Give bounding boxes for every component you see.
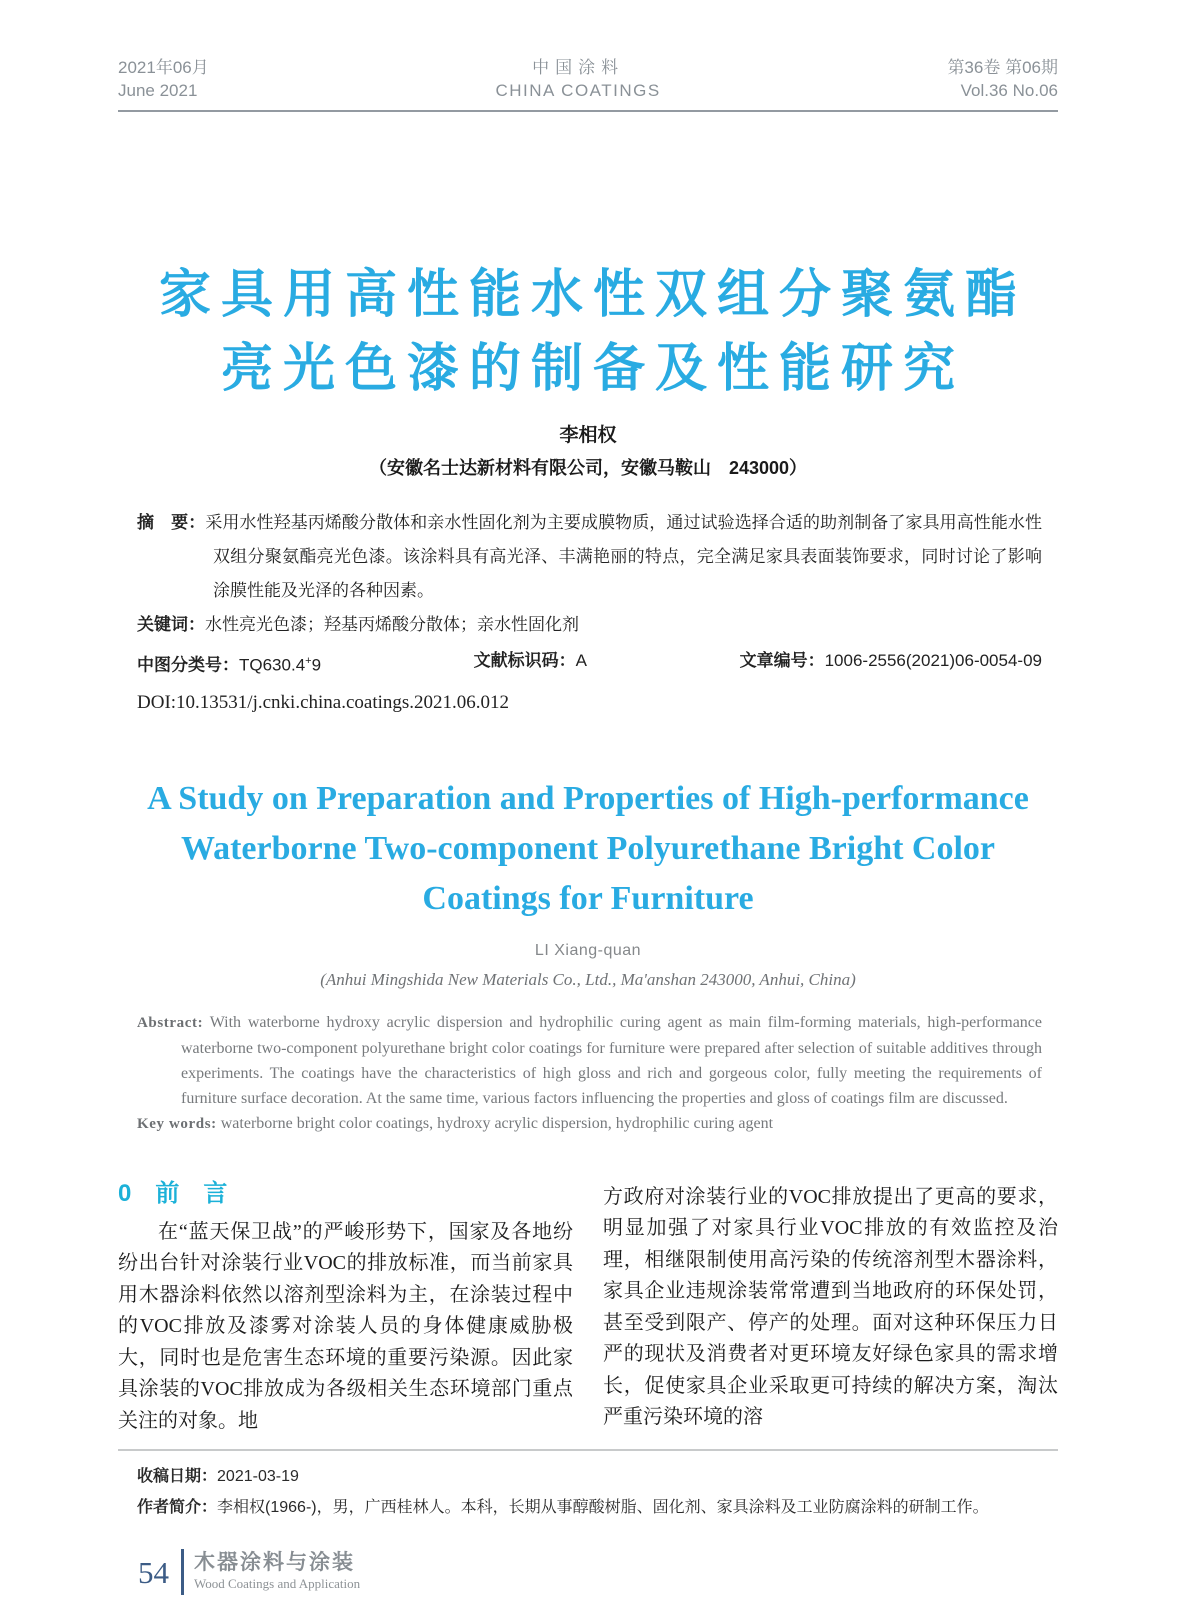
author-en: LI Xiang-quan <box>534 941 642 959</box>
author-cn: 李相权 <box>559 425 617 446</box>
document-code <box>474 644 587 683</box>
intro-paragraph-left: 在“蓝天保卫战”的严峻形势下，国家及各地纷纷出台针对涂装行业VOC的排放标准，而当前家具用木器涂料依然以溶剂型涂料为主，在涂装过程中的VOC排放及漆雾对涂装人员的身体健康威胁极大，同时也是危害生态环境的重要污染源。因此家具涂装的VOC排放成为各级相关生态环境部门重点关注的对象。地 <box>118 1220 573 1432</box>
abstract-text-en: With waterborne hydroxy acrylic dispersion and hydrophilic curing agent as main film-forming materials, high-performance waterborne two-component polyurethane bright color coatings for furniture were prepared after selection of suitable additives through experiments. The coatings have the characteristics of high gloss and rich and gorgeous color, fully meeting the requirements of furniture surface decoration. At the same time, various factors influencing the properties and gloss of coatings film are discussed. <box>181 1013 1043 1107</box>
page <box>118 0 1058 1595</box>
clc-sup: + <box>305 655 312 667</box>
article-title-cn <box>118 258 1058 406</box>
footer-divider-bar <box>181 1549 184 1595</box>
article-title-cn-line1: 家具用高性能水性双组分聚氨酯 <box>158 266 1027 324</box>
meta-row <box>137 644 1042 683</box>
introduction-section <box>118 1177 1058 1438</box>
doi: DOI:10.13531/j.cnki.china.coatings.2021.06.012 <box>137 691 510 713</box>
clc-label: 中图分类号： <box>137 655 239 675</box>
article-id-label: 文章编号： <box>739 651 825 670</box>
journal-header <box>118 0 1058 112</box>
page-number: 54 <box>138 1554 169 1590</box>
affiliation-cn: （安徽名士达新材料有限公司，安徽马鞍山 243000） <box>368 458 808 478</box>
intro-paragraph-right: 方政府对涂装行业的VOC排放提出了更高的要求，明显加强了对家具行业VOC排放的有效监控及治理，相继限制使用高污染的传统溶剂型木器涂料，家具企业违规涂装常常遭到当地政府的环保处罚，甚至受到限产、停产的处理。面对这种环保压力日严的现状及消费者对更环境友好绿色家具的需求增长，促使家具企业采取更可持续的解决方案，淘汰严重污染环境的溶 <box>603 1185 1058 1429</box>
journal-header-volume <box>947 56 1058 102</box>
journal-date-cn: 2021年06月 <box>118 58 209 77</box>
author-bio <box>137 1492 1058 1523</box>
keywords-text-en: waterborne bright color coatings, hydroxy acrylic dispersion, hydrophilic curing agent <box>220 1114 774 1132</box>
article-id-value: 1006-2556(2021)06-0054-09 <box>824 651 1042 670</box>
abstract-block-en <box>118 1010 1058 1137</box>
article-title-en-line2: Waterborne Two-component Polyurethane Bright Color <box>180 829 996 867</box>
article-title-en-line3: Coatings for Furniture <box>422 879 754 917</box>
article-title-en <box>118 774 1058 924</box>
abstract-en <box>137 1010 1042 1111</box>
abstract-cn <box>137 506 1042 608</box>
article-title-cn-line2: 亮光色漆的制备及性能研究 <box>220 340 965 398</box>
received-date-label: 收稿日期： <box>137 1468 218 1486</box>
received-date <box>137 1461 1058 1492</box>
footer-column-title <box>194 1551 360 1593</box>
received-date-value: 2021-03-19 <box>217 1468 299 1486</box>
keywords-en <box>137 1111 1042 1137</box>
document-code-value: A <box>575 651 587 670</box>
keywords-text-cn: 水性亮光色漆；羟基丙烯酸分散体；亲水性固化剂 <box>205 615 579 634</box>
footnotes <box>118 1449 1058 1523</box>
journal-date-en: June 2021 <box>118 81 198 100</box>
article-title-en-line1: A Study on Preparation and Properties of High-performance <box>147 779 1029 817</box>
keywords-label-cn: 关键词： <box>137 615 205 634</box>
intro-column-right <box>603 1177 1058 1438</box>
abstract-label-en: Abstract: <box>137 1014 204 1031</box>
clc-number <box>137 644 321 683</box>
abstract-block-cn <box>118 506 1058 720</box>
abstract-text-cn: 采用水性羟基丙烯酸分散体和亲水性固化剂为主要成膜物质，通过试验选择合适的助剂制备了家具用高性能水性双组分聚氨酯亮光色漆。该涂料具有高光泽、丰满艳丽的特点，完全满足家具表面装饰要求，同时讨论了影响涂膜性能及光泽的各种因素。 <box>205 513 1043 600</box>
journal-volume-en: Vol.36 No.06 <box>960 81 1058 100</box>
journal-name-cn: 中国涂料 <box>532 58 625 77</box>
article-id <box>740 644 1042 683</box>
document-code-label: 文献标识码： <box>473 651 576 670</box>
footer-column-cn: 木器涂料与涂装 <box>194 1551 355 1575</box>
affiliation-en: (Anhui Mingshida New Materials Co., Ltd., Ma'anshan 243000, Anhui, China) <box>320 969 856 989</box>
footer-column-en: Wood Coatings and Application <box>194 1576 361 1592</box>
journal-name-en: CHINA COATINGS <box>495 81 661 100</box>
journal-header-name <box>495 56 660 102</box>
intro-column-left <box>118 1177 573 1438</box>
page-footer <box>118 1549 1058 1595</box>
section-heading: 0 前 言 <box>118 1179 228 1207</box>
author-bio-value: 李相权(1966-)，男，广西桂林人。本科，长期从事醇酸树脂、固化剂、家具涂料及工业防腐涂料的研制工作。 <box>217 1499 989 1517</box>
abstract-label-cn: 摘 要： <box>137 513 206 532</box>
keywords-label-en: Key words: <box>137 1115 217 1132</box>
journal-header-date <box>118 56 209 102</box>
clc-base: TQ630.4 <box>239 655 306 675</box>
author-bio-label: 作者简介： <box>137 1499 218 1517</box>
journal-volume-cn: 第36卷 第06期 <box>947 58 1058 77</box>
keywords-cn <box>137 608 1042 642</box>
clc-rest: 9 <box>311 655 322 675</box>
